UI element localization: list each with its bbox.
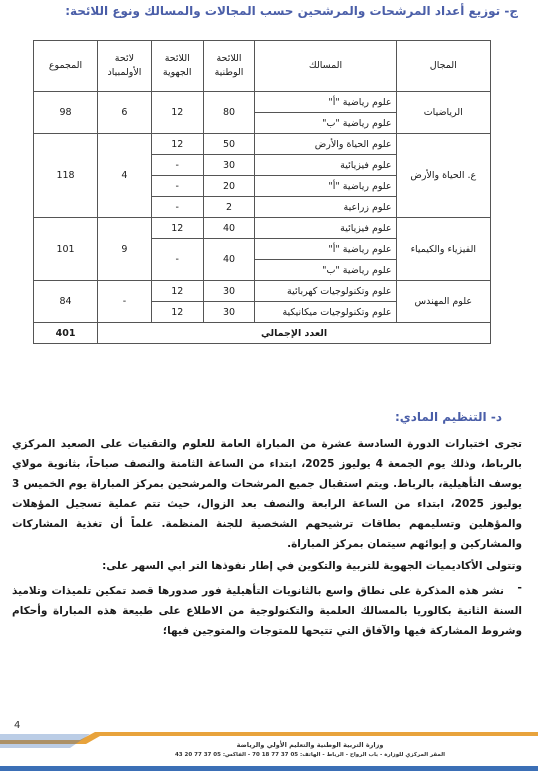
track-cell: علوم وتكنولوجيات كهربائية <box>255 281 396 302</box>
national-cell: 20 <box>203 176 255 197</box>
regional-cell: 12 <box>151 281 203 302</box>
total-cell: 101 <box>34 218 98 281</box>
field-physics: الفيزياء والكيمياء <box>396 218 490 281</box>
header-track: المسالك <box>255 41 396 92</box>
paragraph-academies: وتتولى الأكاديميات الجهوية للتربية والتكوين في إطار نفوذها التر ابي السهر على: <box>102 560 522 572</box>
footer-address: المقر المركزي للوزارة - باب الرواح - الرباط - الهاتف: 05 37 77 18 70 - الفاكس: 05 37 77 20 43 <box>174 752 446 758</box>
track-cell: علوم الحياة والأرض <box>255 134 396 155</box>
olympiad-cell: 4 <box>98 134 152 218</box>
section-c-title: ج- توزيع أعداد المرشحات والمرشحين حسب المجالات والمسالك ونوع اللائحة: <box>65 4 518 18</box>
national-cell: 2 <box>203 197 255 218</box>
national-cell: 40 <box>203 239 255 281</box>
regional-cell: - <box>151 197 203 218</box>
national-cell: 30 <box>203 155 255 176</box>
regional-cell: 12 <box>151 218 203 239</box>
table-row <box>34 281 491 302</box>
field-math: الرياضيات <box>396 92 490 134</box>
total-cell: 84 <box>34 281 98 323</box>
track-cell: علوم رياضية "ب" <box>255 260 396 281</box>
section-d-title: د- التنظيم المادي: <box>394 410 502 424</box>
regional-cell: 12 <box>151 134 203 155</box>
table-header-row <box>34 41 491 92</box>
header-olympiad: لائحة الأولمبياد <box>98 41 152 92</box>
paragraph-organization: تجرى اختبارات الدورة السادسة عشرة من المباراة العامة للعلوم والتقنيات على الصعيد المركزي بالرباط، وذلك يوم الجمعة 4 يوليوز 2025، ابتداء من الساعة الثامنة والنصف صباحاً، بثانوية مولاي يوسف التأهيلية، بالرباط. ويتم استقبال جميع المرشحات والمرشحين بمركز المباراة يوم الخميس 3 يوليوز 2025، ابتداء من الساعة الرابعة والنصف بعد الزوال، حيث تتم عملية تسجيل المؤهلات والمؤهلين وتسليمهم بطاقات ترشيحهم الشخصية للجنة المنظمة. علماً أن تغذية المشاركات والمشاركين و إيوائهم سيتمان بمركز المباراة. <box>12 438 522 550</box>
olympiad-cell: 6 <box>98 92 152 134</box>
field-eng: علوم المهندس <box>396 281 490 323</box>
grand-total-row <box>34 323 491 344</box>
regional-cell: - <box>151 176 203 197</box>
footer-ministry: وزارة التربية الوطنية والتعليم الأولي والرياضة <box>236 741 384 749</box>
regional-cell: 12 <box>151 302 203 323</box>
olympiad-cell: 9 <box>98 218 152 281</box>
regional-cell: - <box>151 239 203 281</box>
field-life: ع. الحياة والأرض <box>396 134 490 218</box>
track-cell: علوم رياضية "أ" <box>255 92 396 113</box>
header-total: المجموع <box>34 41 98 92</box>
national-cell: 80 <box>203 92 255 134</box>
track-cell: علوم رياضية "أ" <box>255 239 396 260</box>
grand-total-value: 401 <box>34 323 98 344</box>
header-field: المجال <box>396 41 490 92</box>
grand-total-label: العدد الإجمالي <box>98 323 491 344</box>
olympiad-cell: - <box>98 281 152 323</box>
regional-cell: - <box>151 155 203 176</box>
track-cell: علوم رياضية "ب" <box>255 113 396 134</box>
national-cell: 30 <box>203 281 255 302</box>
bullet-text: نشر هذه المذكرة على نطاق واسع بالثانويات التأهيلية فور صدورها قصد تمكين تلميذات وتلاميذ السنة الثانية بكالوريا بالمسالك العلمية والتكنولوجية من الاطلاع على طبيعة هذه المباراة وأحكام وشروط المشاركة فيها والآفاق التي تتيحها للمتوجات والمتوجين فيها؛ <box>12 585 522 637</box>
distribution-table <box>33 40 491 344</box>
track-cell: علوم وتكنولوجيات ميكانيكية <box>255 302 396 323</box>
page-number: 4 <box>14 720 21 731</box>
national-cell: 30 <box>203 302 255 323</box>
header-national: اللائحة الوطنية <box>203 41 255 92</box>
track-cell: علوم رياضية "أ" <box>255 176 396 197</box>
header-regional: اللائحة الجهوية <box>151 41 203 92</box>
track-cell: علوم فيزيائية <box>255 218 396 239</box>
total-cell: 118 <box>34 134 98 218</box>
regional-cell: 12 <box>151 92 203 134</box>
track-cell: علوم فيزيائية <box>255 155 396 176</box>
footer-decoration <box>0 730 538 771</box>
national-cell: 40 <box>203 218 255 239</box>
track-cell: علوم زراعية <box>255 197 396 218</box>
table-row <box>34 218 491 239</box>
total-cell: 98 <box>34 92 98 134</box>
table-row <box>34 134 491 155</box>
national-cell: 50 <box>203 134 255 155</box>
bullet-item <box>12 581 522 641</box>
table-row <box>34 92 491 113</box>
bullet-dash: - <box>517 581 522 594</box>
